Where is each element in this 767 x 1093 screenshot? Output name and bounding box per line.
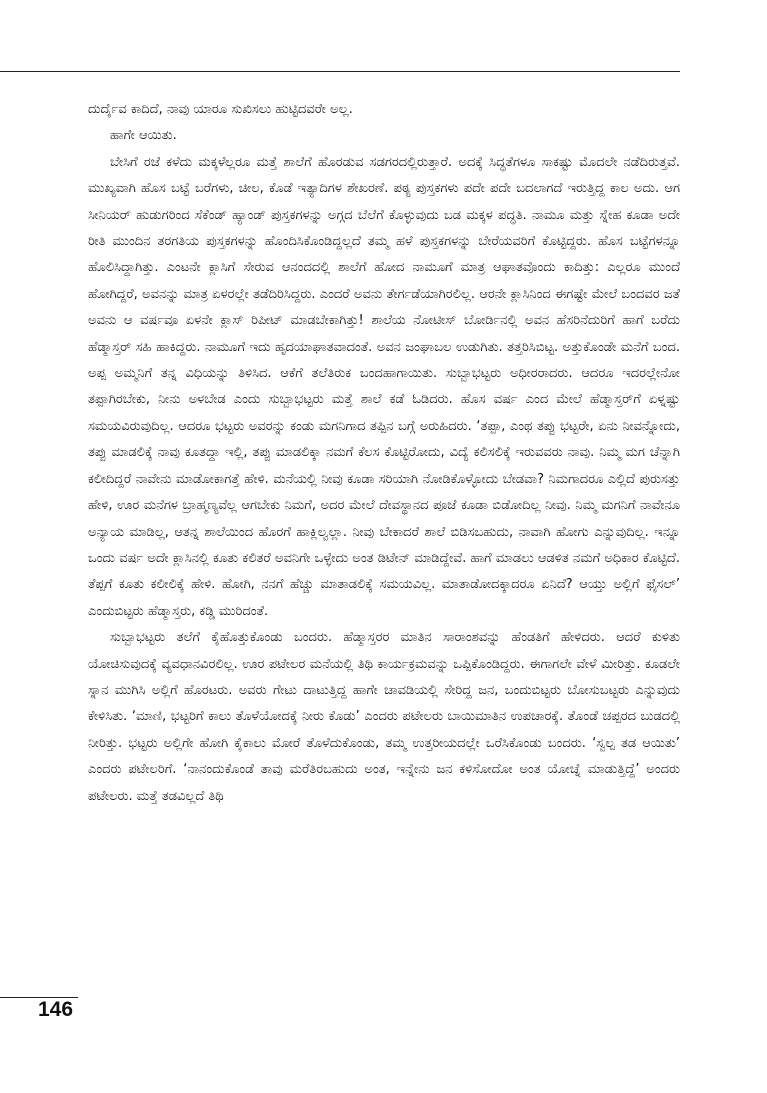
paragraph-4: ಸುಬ್ಬಾಭಟ್ಟರು ತಲೆಗೆ ಕೈಹೊತ್ತುಕೊಂಡು ಬಂದರು. ಹೆಡ್ಮಾಸ್ತರರ ಮಾತಿನ ಸಾರಾಂಶವನ್ನು ಹೆಂಡತಿಗೆ ಹೇಳಿದರು. ಆದರೆ ಕುಳಿತು ಯೋಚಿಸುವುದಕ್ಕೆ ವ್ಯವಧಾನವಿರಲಿಲ್ಲ. ಊರ ಪಟೇಲರ ಮನೆಯಲ್ಲಿ ತಿಥಿ ಕಾರ್ಯಕ್ರಮವನ್ನು ಒಪ್ಪಿಕೊಂಡಿದ್ದರು. ಈಗಾಗಲೇ ವೇಳೆ ಮೀರಿತ್ತು. ಕೂಡಲೇ ಸ್ನಾನ ಮುಗಿಸಿ ಅಲ್ಲಿಗೆ ಹೊರಟರು. ಅವರು ಗೇಟು ದಾಟುತ್ತಿದ್ದ ಹಾಗೇ ಚಾವಡಿಯಲ್ಲಿ ಸೇರಿದ್ದ ಜನ, ಬಂದುಬಿಟ್ಟರು ಬೋಸುಬಟ್ಟರು ಎನ್ನುವುದು ಕೇಳಿಸಿತು. ‘ಮಾಣಿ, ಭಟ್ಟರಿಗೆ ಕಾಲು ತೊಳೆಯೋದಕ್ಕೆ ನೀರು ಕೊಡು’ ಎಂದರು ಪಟೇಲರು ಬಾಯಿಮಾತಿನ ಉಪಚಾರಕ್ಕೆ. ತೊಂಡೆ ಚಪ್ಪರದ ಬುಡದಲ್ಲಿ ನೀರಿತ್ತು. ಭಟ್ಟರು ಅಲ್ಲಿಗೇ ಹೋಗಿ ಕೈಕಾಲು ಮೋರೆ ತೊಳೆದುಕೊಂಡು, ತಮ್ಮ ಉತ್ತರೀಯದಲ್ಲೇ ಒರೆಸಿಕೊಂಡು ಬಂದರು. ‘ಸ್ವಲ್ಪ ತಡ ಆಯಿತು’ ಎಂದರು ಪಟೇಲರಿಗೆ. ‘ನಾನಂದುಕೊಂಡೆ ತಾವು ಮರೆತಿರಬಹುದು ಅಂತ, ಇನ್ನೇನು ಜನ ಕಳಿಸೋದೋ ಅಂತ ಯೋಚ್ನೆ ಮಾಡುತ್ತಿದ್ದೆ’ ಅಂದರು ಪಟೇಲರು. ಮತ್ತೆ ತಡವಿಲ್ಲದೆ ತಿಥಿ	[88, 630, 680, 804]
paragraph-1: ದುರ್ದೈವ ಕಾದಿದೆ, ನಾವು ಯಾರೂ ಸುಖಿಸಲು ಹುಟ್ಟಿದವರೇ ಅಲ್ಲ.	[88, 102, 353, 117]
paragraph-2: ಹಾಗೇ ಆಯಿತು.	[110, 128, 177, 144]
body-text	[88, 97, 680, 810]
paragraph-3: ಬೇಸಿಗೆ ರಜೆ ಕಳೆದು ಮಕ್ಕಳೆಲ್ಲರೂ ಮತ್ತೆ ಶಾಲೆಗೆ ಹೊರಡುವ ಸಡಗರದಲ್ಲಿರುತ್ತಾರೆ. ಅದಕ್ಕೆ ಸಿದ್ಧತೆಗಳೂ ಸಾಕಷ್ಟು ಮೊದಲೇ ನಡೆದಿರುತ್ತವೆ. ಮುಖ್ಯವಾಗಿ ಹೊಸ ಬಟ್ಟೆ ಬರೆಗಳು, ಚೀಲ, ಕೊಡೆ ಇತ್ಯಾದಿಗಳ ಶೇಖರಣೆ. ಪಠ್ಯ ಪುಸ್ತಕಗಳು ಪದೇ ಪದೇ ಬದಲಾಗದೆ ಇರುತ್ತಿದ್ದ ಕಾಲ ಅದು. ಆಗ ಸೀನಿಯರ್ ಹುಡುಗರಿಂದ ಸೆಕೆಂಡ್ ಹ್ಯಾಂಡ್ ಪುಸ್ತಕಗಳನ್ನು ಅಗ್ಗದ ಬೆಲೆಗೆ ಕೊಳ್ಳುವುದು ಬಡ ಮಕ್ಕಳ ಪದ್ಧತಿ. ನಾಮೂ ಮತ್ತು ಸ್ನೇಹ ಕೂಡಾ ಅದೇ ರೀತಿ ಮುಂದಿನ ತರಗತಿಯ ಪುಸ್ತಕಗಳನ್ನು ಹೊಂದಿಸಿಕೊಂಡಿದ್ದಲ್ಲದೆ ತಮ್ಮ ಹಳೆ ಪುಸ್ತಕಗಳನ್ನು ಬೇರೆಯವರಿಗೆ ಕೊಟ್ಟಿದ್ದರು. ಹೊಸ ಬಟ್ಟೆಗಳನ್ನೂ ಹೊಲಿಸಿದ್ದಾಗಿತ್ತು. ಎಂಟನೇ ಕ್ಲಾಸಿಗೆ ಸೇರುವ ಆನಂದದಲ್ಲಿ ಶಾಲೆಗೆ ಹೋದ ನಾಮೂಗೆ ಮಾತ್ರ ಆಘಾತವೊಂದು ಕಾದಿತ್ತು: ಎಲ್ಲರೂ ಮುಂದೆ ಹೋಗಿದ್ದರೆ, ಅವನನ್ನು ಮಾತ್ರ ಏಳರಲ್ಲೇ ತಡೆದಿರಿಸಿದ್ದರು. ಎಂದರೆ ಅವನು ತೇರ್ಗಡೆಯಾಗಿರಲಿಲ್ಲ. ಆರನೇ ಕ್ಲಾಸಿನಿಂದ ಈಗಷ್ಟೇ ಮೇಲೆ ಬಂದವರ ಜತೆ ಅವನು ಆ ವರ್ಷವೂ ಏಳನೇ ಕ್ಲಾಸ್ ರಿಪೀಟ್ ಮಾಡಬೇಕಾಗಿತ್ತು! ಶಾಲೆಯ ನೋಟೀಸ್ ಬೋರ್ಡಿನಲ್ಲಿ ಅವನ ಹೆಸರಿನೆದುರಿಗೆ ಹಾಗೆ ಬರೆದು ಹೆಡ್ಮಾಸ್ತರ್ ಸಹಿ ಹಾಕಿದ್ದರು. ನಾಮೂಗೆ ಇದು ಹೃದಯಾಘಾತವಾದಂತೆ. ಅವನ ಜಂಘಾಬಲ ಉಡುಗಿತು. ತತ್ತರಿಸಿಬಿಟ್ಟ. ಅತ್ತುಕೊಂಡೇ ಮನೆಗೆ ಬಂದ. ಅಪ್ಪ ಅಮ್ಮನಿಗೆ ತನ್ನ ವಿಧಿಯನ್ನು ತಿಳಿಸಿದ. ಆಕೆಗೆ ತಲೆತಿರುಕ ಬಂದಹಾಗಾಯಿತು. ಸುಬ್ಬಾಭಟ್ಟರು ಅಧೀರರಾದರು. ಆದರೂ ಇದರಲ್ಲೇನೋ ತಪ್ಪಾಗಿರಬೇಕು, ನೀನು ಅಳಬೇಡ ಎಂದು ಸುಬ್ಬಾಭಟ್ಟರು ಮತ್ತೆ ಶಾಲೆ ಕಡೆ ಓಡಿದರು. ಹೊಸ ವರ್ಷ ಎಂದ ಮೇಲೆ ಹೆಡ್ಮಾಸ್ತರ್‌ಗೆ ಏಳ್ನಷ್ಟು ಸಮಯವಿರುವುದಿಲ್ಲ. ಆದರೂ ಭಟ್ಟರು ಅವರನ್ನು ಕಂಡು ಮಗನಿಗಾದ ತಪ್ಪಿನ ಬಗ್ಗೆ ಅರುಹಿದರು. ‘ತಪ್ಪಾ, ಎಂಥ ತಪ್ಪು ಭಟ್ಟರೇ, ಏನು ನೀವನ್ನೋದು, ತಪ್ಪು ಮಾಡಲಿಕ್ಕೆ ನಾವು ಕೂತದ್ದಾ ಇಲ್ಲಿ, ತಪ್ಪು ಮಾಡಲಿಕ್ಕಾ ನಮಗೆ ಕೆಲಸ ಕೊಟ್ಟಿರೋದು, ವಿದ್ಯೆ ಕಲಿಸಲಿಕ್ಕೆ ಇರುವವರು ನಾವು. ನಿಮ್ಮ ಮಗ ಚೆನ್ನಾಗಿ ಕಲೀದಿದ್ದರೆ ನಾವೇನು ಮಾಡೋಕಾಗತ್ತೆ ಹೇಳಿ. ಮನೆಯಲ್ಲಿ ನೀವು ಕೂಡಾ ಸರಿಯಾಗಿ ನೋಡಿಕೊಳ್ಳೋದು ಬೇಡವಾ? ನಿಮಗಾದರೂ ಎಲ್ಲಿದೆ ಪುರುಸತ್ತು ಹೇಳಿ, ಊರ ಮನೆಗಳ ಬ್ರಾಹ್ಮಣ್ಯವೆಲ್ಲ ಆಗಬೇಕು ನಿಮಗೆ, ಅದರ ಮೇಲೆ ದೇವಸ್ಥಾನದ ಪೂಜೆ ಕೂಡಾ ಬಿಡೋದಿಲ್ಲ ನೀವು. ನಿಮ್ಮ ಮಗನಿಗೆ ನಾವೇನೂ ಅನ್ಯಾಯ ಮಾಡಿಲ್ಲ, ಆತನ್ನ ಶಾಲೆಯಿಂದ ಹೊರಗೆ ಹಾಕ್ಲಿಲ್ವಲ್ಲಾ. ನೀವು ಬೇಕಾದರೆ ಶಾಲೆ ಬಿಡಿಸಬಹುದು, ನಾವಾಗಿ ಹೋಗು ಎನ್ನುವುದಿಲ್ಲ. ಇನ್ನೂ ಒಂದು ವರ್ಷ ಅದೇ ಕ್ಲಾಸಿನಲ್ಲಿ ಕೂತು ಕಲಿತರೆ ಅವನಿಗೇ ಒಳ್ಳೇದು ಅಂತ ಡಿಟೇನ್ ಮಾಡಿದ್ದೇವೆ. ಹಾಗೆ ಮಾಡಲು ಆಡಳಿತ ನಮಗೆ ಅಧಿಕಾರ ಕೊಟ್ಟಿದೆ. ತೆಪ್ಪಗೆ ಕೂತು ಕಲೀಲಿಕ್ಕೆ ಹೇಳಿ. ಹೋಗಿ, ನನಗೆ ಹೆಚ್ಚು ಮಾತಾಡಲಿಕ್ಕೆ ಸಮಯವಿಲ್ಲ. ಮಾತಾಡೋದಕ್ಕಾದರೂ ಏನಿದೆ? ಆಯ್ತು ಅಲ್ಲಿಗೆ ಫೈಸಲ್’ ಎಂದುಬಿಟ್ಟರು ಹೆಡ್ಮಾಸ್ತರು, ಕಡ್ಡಿ ಮುರಿದಂತೆ.	[88, 154, 680, 619]
page-number: 146	[38, 998, 74, 1021]
header-rule	[0, 71, 680, 72]
